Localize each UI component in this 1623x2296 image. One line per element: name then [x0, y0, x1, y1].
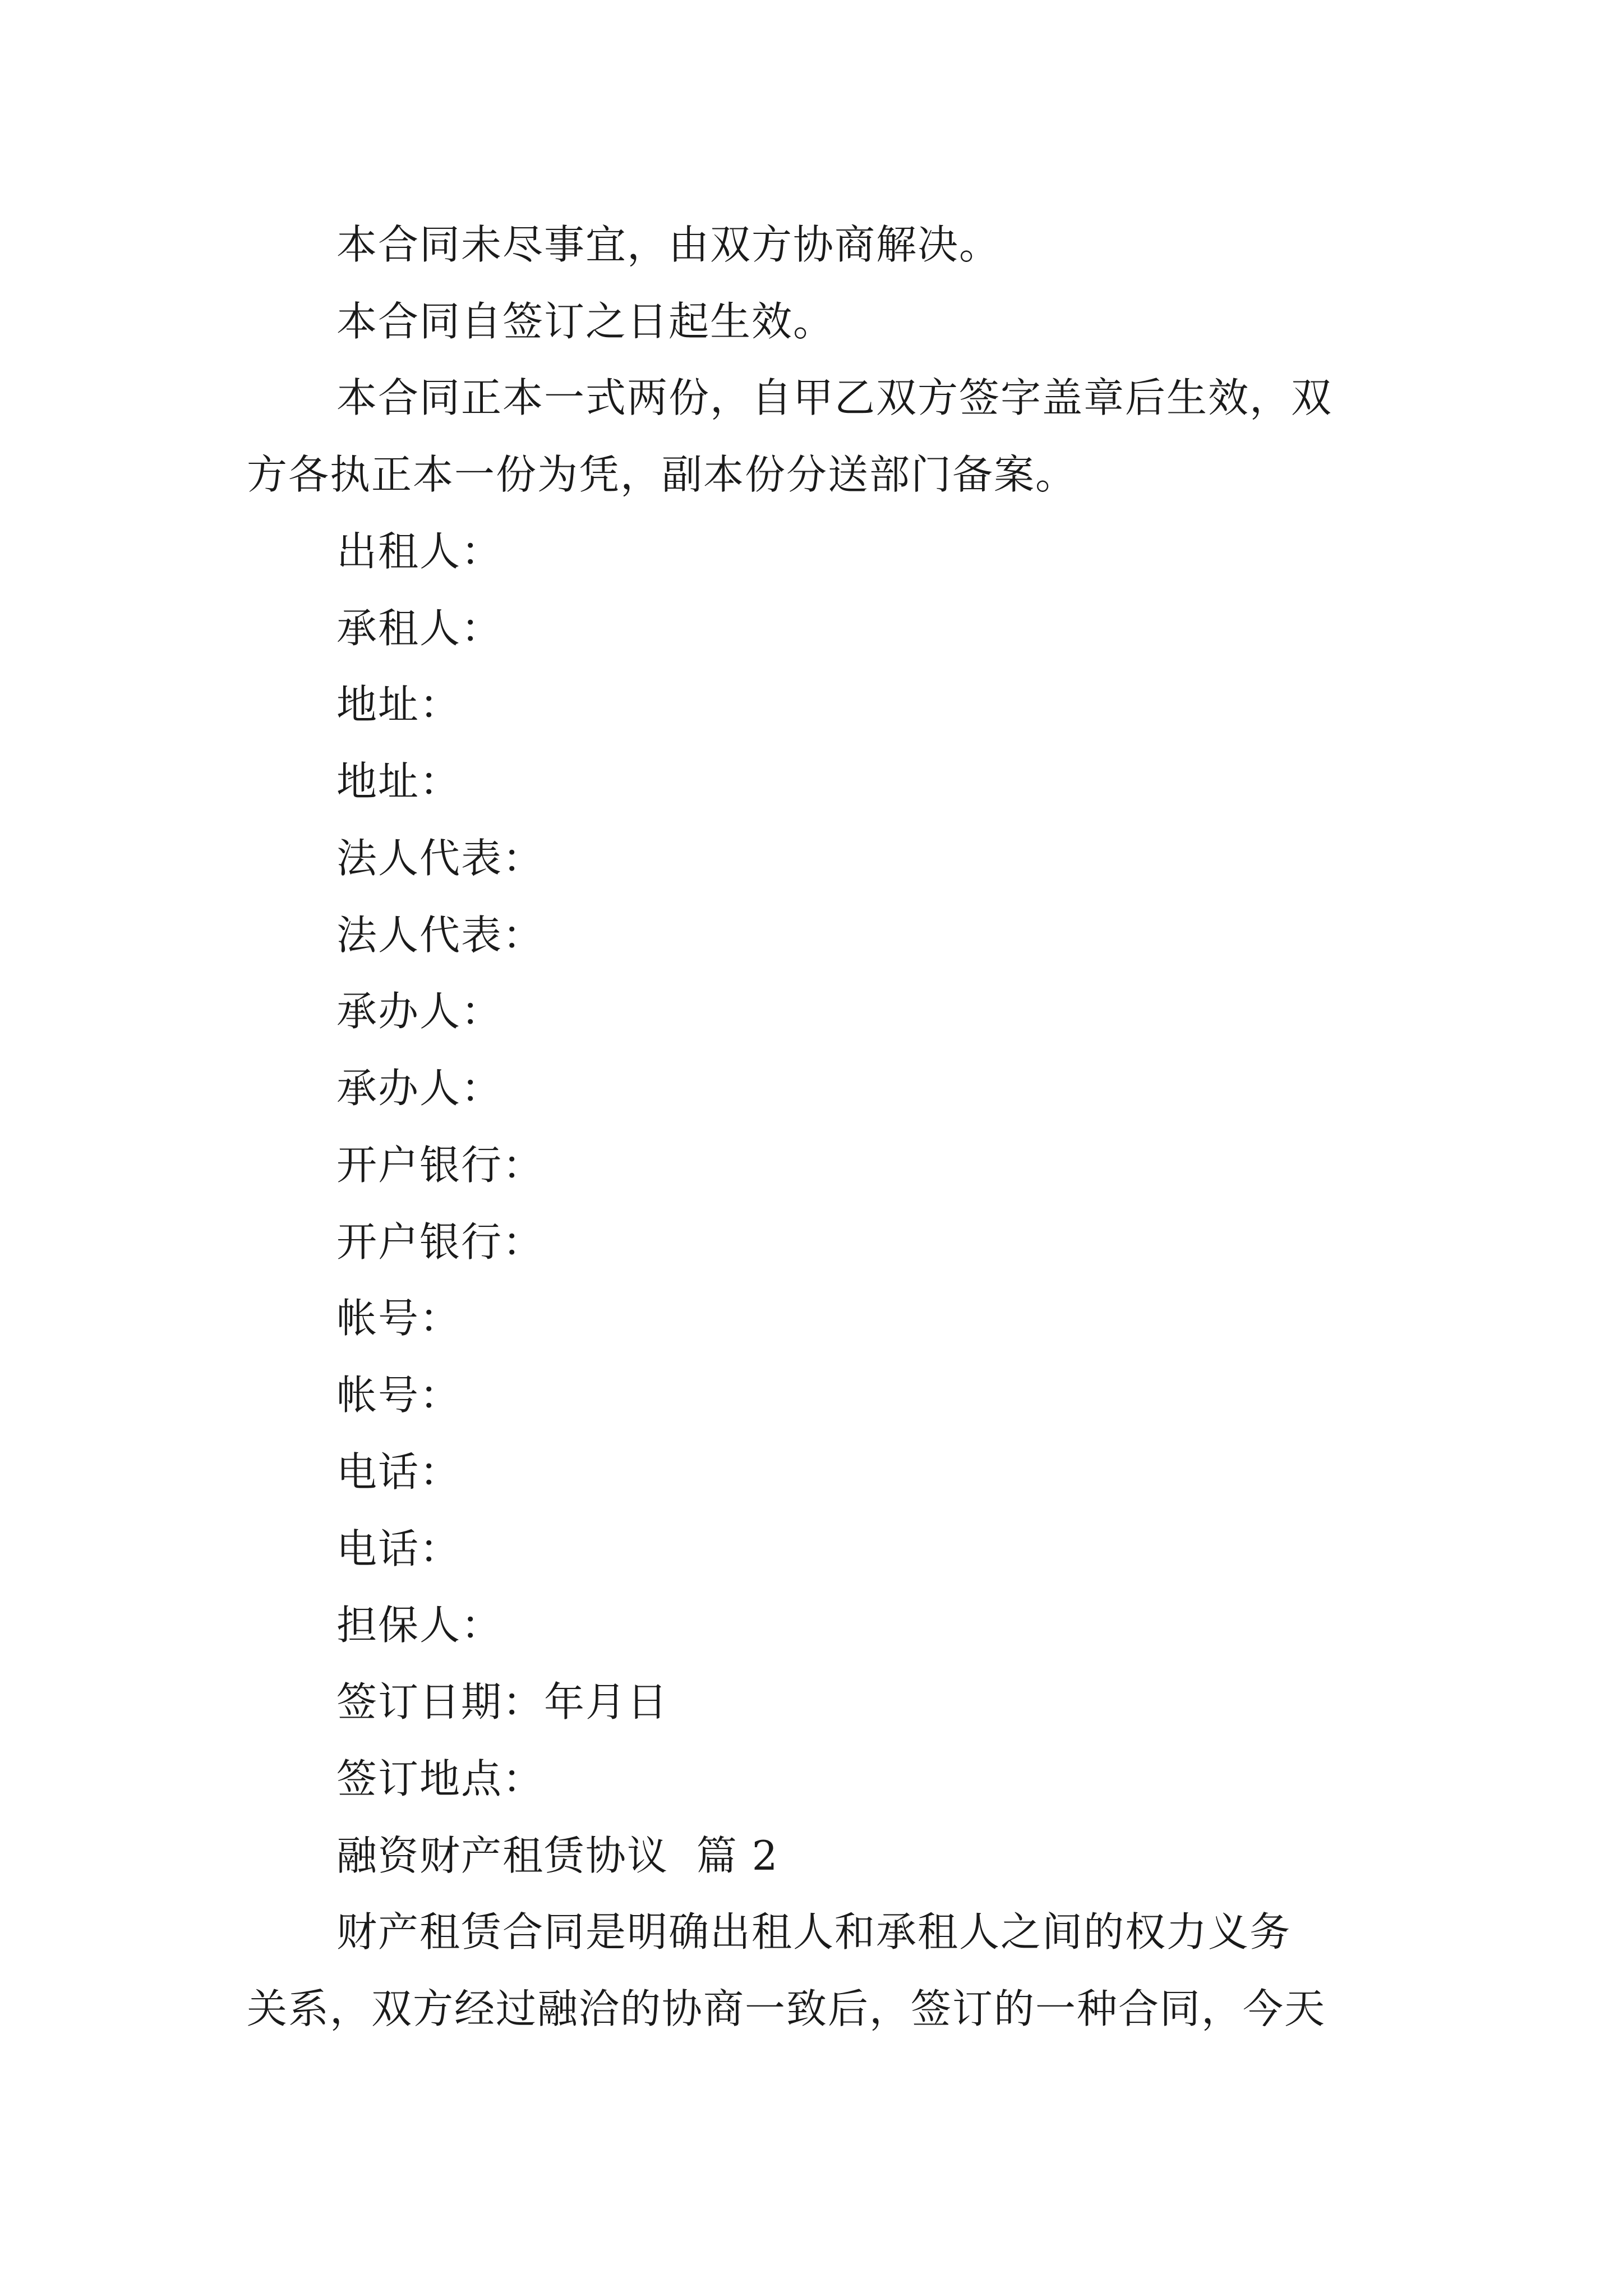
paragraph-copies-line1: 本合同正本一式两份，自甲乙双方签字盖章后生效，双: [336, 374, 1333, 421]
field-phone-lessee: 电话：: [336, 1525, 462, 1572]
field-bank-lessee: 开户银行：: [336, 1218, 545, 1266]
field-legal-rep-lessor: 法人代表：: [336, 835, 545, 882]
field-lessor: 出租人：: [336, 528, 503, 575]
field-lessee: 承租人：: [336, 605, 503, 652]
field-account-lessee: 帐号：: [336, 1372, 462, 1419]
paragraph-unresolved-matters: 本合同未尽事宜，由双方协商解决。: [336, 221, 1001, 268]
field-account-lessor: 帐号：: [336, 1295, 462, 1342]
field-phone-lessor: 电话：: [336, 1448, 462, 1496]
closing-paragraph-line1: 财产租赁合同是明确出租人和承租人之间的权力义务: [336, 1908, 1292, 1955]
field-address-lessor: 地址：: [336, 681, 462, 728]
paragraph-effective-date: 本合同自签订之日起生效。: [336, 298, 835, 345]
field-bank-lessor: 开户银行：: [336, 1142, 545, 1189]
closing-paragraph-line2: 关系，双方经过融洽的协商一致后，签订的一种合同，今天: [247, 1985, 1326, 2032]
paragraph-copies-line2: 方各执正本一份为凭，副本份分送部门备案。: [247, 451, 1077, 498]
field-legal-rep-lessee: 法人代表：: [336, 912, 545, 959]
field-guarantor: 担保人：: [336, 1602, 503, 1649]
field-handler-lessor: 承办人：: [336, 988, 503, 1035]
field-signing-date: 签订日期：年月日: [336, 1678, 669, 1726]
field-signing-place: 签订地点：: [336, 1755, 545, 1802]
section-title: 融资财产租赁协议 篇 2: [336, 1832, 779, 1879]
field-address-lessee: 地址：: [336, 758, 462, 805]
field-handler-lessee: 承办人：: [336, 1065, 503, 1112]
